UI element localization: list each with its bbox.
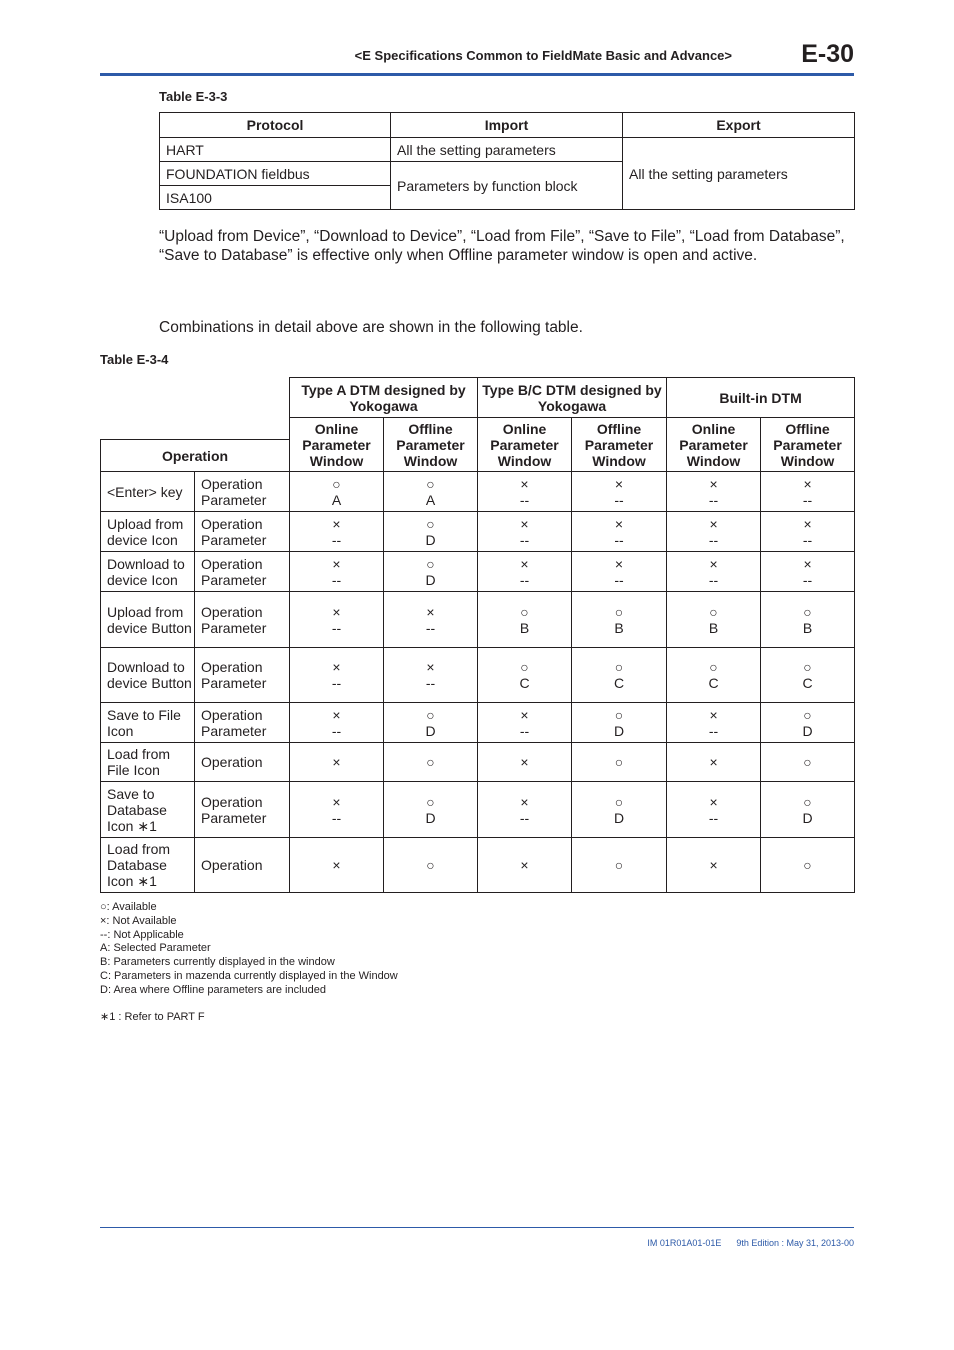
note-b: B: Parameters currently displayed in the window <box>100 956 335 969</box>
t4-group-builtin: Built-in DTM <box>667 378 855 418</box>
t4-col-bc-offline: Offline Parameter Window <box>572 418 667 472</box>
row-operation-kind: Operation Parameter <box>195 512 290 552</box>
table-row <box>101 512 855 552</box>
row-cell: ○ <box>572 838 667 893</box>
row-cell: ○ A <box>384 472 478 512</box>
note-c: C: Parameters in mazenda currently displayed in the Window <box>100 969 398 982</box>
row-cell: ○ D <box>384 703 478 743</box>
row-cell: ○ <box>761 743 855 782</box>
t3-header-protocol: Protocol <box>160 113 391 138</box>
row-cell: ○ D <box>572 782 667 838</box>
t4-group-type-a: Type A DTM designed by Yokogawa <box>290 378 478 418</box>
table-row <box>101 592 855 648</box>
legend-notes <box>100 901 398 998</box>
row-cell: × <box>290 838 384 893</box>
row-operation-name: Load from Database Icon ∗1 <box>101 838 195 893</box>
row-cell: ○ D <box>384 512 478 552</box>
row-cell: × <box>478 743 572 782</box>
row-cell: ○ B <box>478 592 572 648</box>
paragraph-effective-only: “Upload from Device”, “Download to Device”, “Load from File”, “Save to File”, “Load from Database”, “Save to Database” is effective only when Offline parameter window is open and active. <box>159 228 845 264</box>
row-cell: ○ D <box>761 782 855 838</box>
row-cell: × -- <box>761 552 855 592</box>
note-a: A: Selected Parameter <box>100 942 211 955</box>
row-cell: × <box>667 838 761 893</box>
row-cell: × -- <box>572 512 667 552</box>
table4-caption: Table E-3-4 <box>100 352 169 367</box>
table-row <box>101 782 855 838</box>
t4-group-type-bc: Type B/C DTM designed by Yokogawa <box>478 378 667 418</box>
table-e-3-4 <box>100 377 855 893</box>
row-cell: × -- <box>478 472 572 512</box>
row-operation-kind: Operation Parameter <box>195 472 290 512</box>
row-cell: × -- <box>384 592 478 648</box>
row-operation-name: Save to Database Icon ∗1 <box>101 782 195 838</box>
row-cell: × -- <box>761 512 855 552</box>
note-not-available: ×: Not Available <box>100 914 177 927</box>
row-cell: × -- <box>384 648 478 703</box>
row-operation-kind: Operation Parameter <box>195 703 290 743</box>
note-d: D: Area where Offline parameters are included <box>100 983 327 996</box>
row-cell: ○ D <box>384 782 478 838</box>
t4-blank-corner-2 <box>101 418 290 440</box>
row-operation-name: Download to device Button <box>101 648 195 703</box>
table-row <box>101 648 855 703</box>
row-operation-name: Download to device Icon <box>101 552 195 592</box>
header-title: <E Specifications Common to FieldMate Basic and Advance> <box>354 48 732 63</box>
row-cell: ○ B <box>572 592 667 648</box>
reference-note: ∗1 : Refer to PART F <box>100 1011 205 1023</box>
table-row <box>101 472 855 512</box>
row-cell: ○ B <box>761 592 855 648</box>
row-cell: × <box>290 743 384 782</box>
row-cell: ○ C <box>761 648 855 703</box>
t3-header-export: Export <box>623 113 855 138</box>
row-cell: ○ C <box>667 648 761 703</box>
footer-rule <box>100 1227 854 1228</box>
page-number: E-30 <box>801 40 854 68</box>
row-operation-kind: Operation Parameter <box>195 648 290 703</box>
t3-header-import: Import <box>391 113 623 138</box>
row-cell: × <box>478 838 572 893</box>
table-row <box>101 703 855 743</box>
t4-blank-corner <box>101 378 290 418</box>
row-cell: × -- <box>290 703 384 743</box>
t3-export-all: All the setting parameters <box>623 138 855 210</box>
row-operation-name: Upload from device Icon <box>101 512 195 552</box>
paragraph-combinations: Combinations in detail above are shown in the following table. <box>159 319 583 336</box>
row-cell: × <box>667 743 761 782</box>
row-cell: × -- <box>667 472 761 512</box>
note-not-applicable: --: Not Applicable <box>100 928 184 941</box>
row-cell: × -- <box>667 512 761 552</box>
header-rule <box>100 73 854 76</box>
row-cell: × -- <box>572 552 667 592</box>
row-operation-name: <Enter> key <box>101 472 195 512</box>
t4-col-a-offline: Offline Parameter Window <box>384 418 478 472</box>
table-e-3-3 <box>159 112 855 210</box>
footer-edition: 9th Edition : May 31, 2013-00 <box>736 1238 854 1248</box>
row-cell: × -- <box>572 472 667 512</box>
t4-col-builtin-offline: Offline Parameter Window <box>761 418 855 472</box>
row-cell: ○ C <box>572 648 667 703</box>
row-cell: × -- <box>478 703 572 743</box>
table-row <box>101 743 855 782</box>
row-operation-kind: Operation Parameter <box>195 592 290 648</box>
t4-col-a-online: Online Parameter Window <box>290 418 384 472</box>
row-cell: ○ <box>761 838 855 893</box>
row-operation-kind: Operation <box>195 838 290 893</box>
row-cell: ○ <box>384 838 478 893</box>
t3-protocol-hart: HART <box>160 138 391 162</box>
t3-import-all: All the setting parameters <box>391 138 623 162</box>
row-cell: ○ B <box>667 592 761 648</box>
row-cell: ○ D <box>572 703 667 743</box>
t3-import-block: Parameters by function block <box>391 162 623 210</box>
row-cell: ○ <box>384 743 478 782</box>
table3-caption: Table E-3-3 <box>159 89 228 104</box>
t4-col-bc-online: Online Parameter Window <box>478 418 572 472</box>
row-cell: × -- <box>478 552 572 592</box>
row-operation-kind: Operation Parameter <box>195 782 290 838</box>
t3-protocol-ff: FOUNDATION fieldbus <box>160 162 391 186</box>
footer-doc-info <box>500 1238 854 1248</box>
note-available: ○: Available <box>100 901 157 913</box>
row-cell: ○ <box>572 743 667 782</box>
row-operation-kind: Operation Parameter <box>195 552 290 592</box>
row-cell: ○ D <box>761 703 855 743</box>
row-cell: × -- <box>478 512 572 552</box>
row-cell: × -- <box>290 782 384 838</box>
row-cell: × -- <box>290 648 384 703</box>
table-row <box>101 838 855 893</box>
row-cell: ○ C <box>478 648 572 703</box>
table-row <box>101 552 855 592</box>
row-cell: × -- <box>478 782 572 838</box>
row-operation-kind: Operation <box>195 743 290 782</box>
row-cell: × -- <box>667 703 761 743</box>
row-operation-name: Load from File Icon <box>101 743 195 782</box>
t4-col-builtin-online: Online Parameter Window <box>667 418 761 472</box>
row-cell: × -- <box>290 512 384 552</box>
t4-header-operation: Operation <box>101 440 290 472</box>
row-cell: × -- <box>761 472 855 512</box>
row-cell: × -- <box>290 552 384 592</box>
t3-protocol-isa: ISA100 <box>160 186 391 210</box>
row-cell: × -- <box>290 592 384 648</box>
row-cell: ○ D <box>384 552 478 592</box>
row-operation-name: Upload from device Button <box>101 592 195 648</box>
footer-doc-number: IM 01R01A01-01E <box>647 1238 722 1248</box>
row-cell: × -- <box>667 552 761 592</box>
row-operation-name: Save to File Icon <box>101 703 195 743</box>
row-cell: × -- <box>667 782 761 838</box>
row-cell: ○ A <box>290 472 384 512</box>
